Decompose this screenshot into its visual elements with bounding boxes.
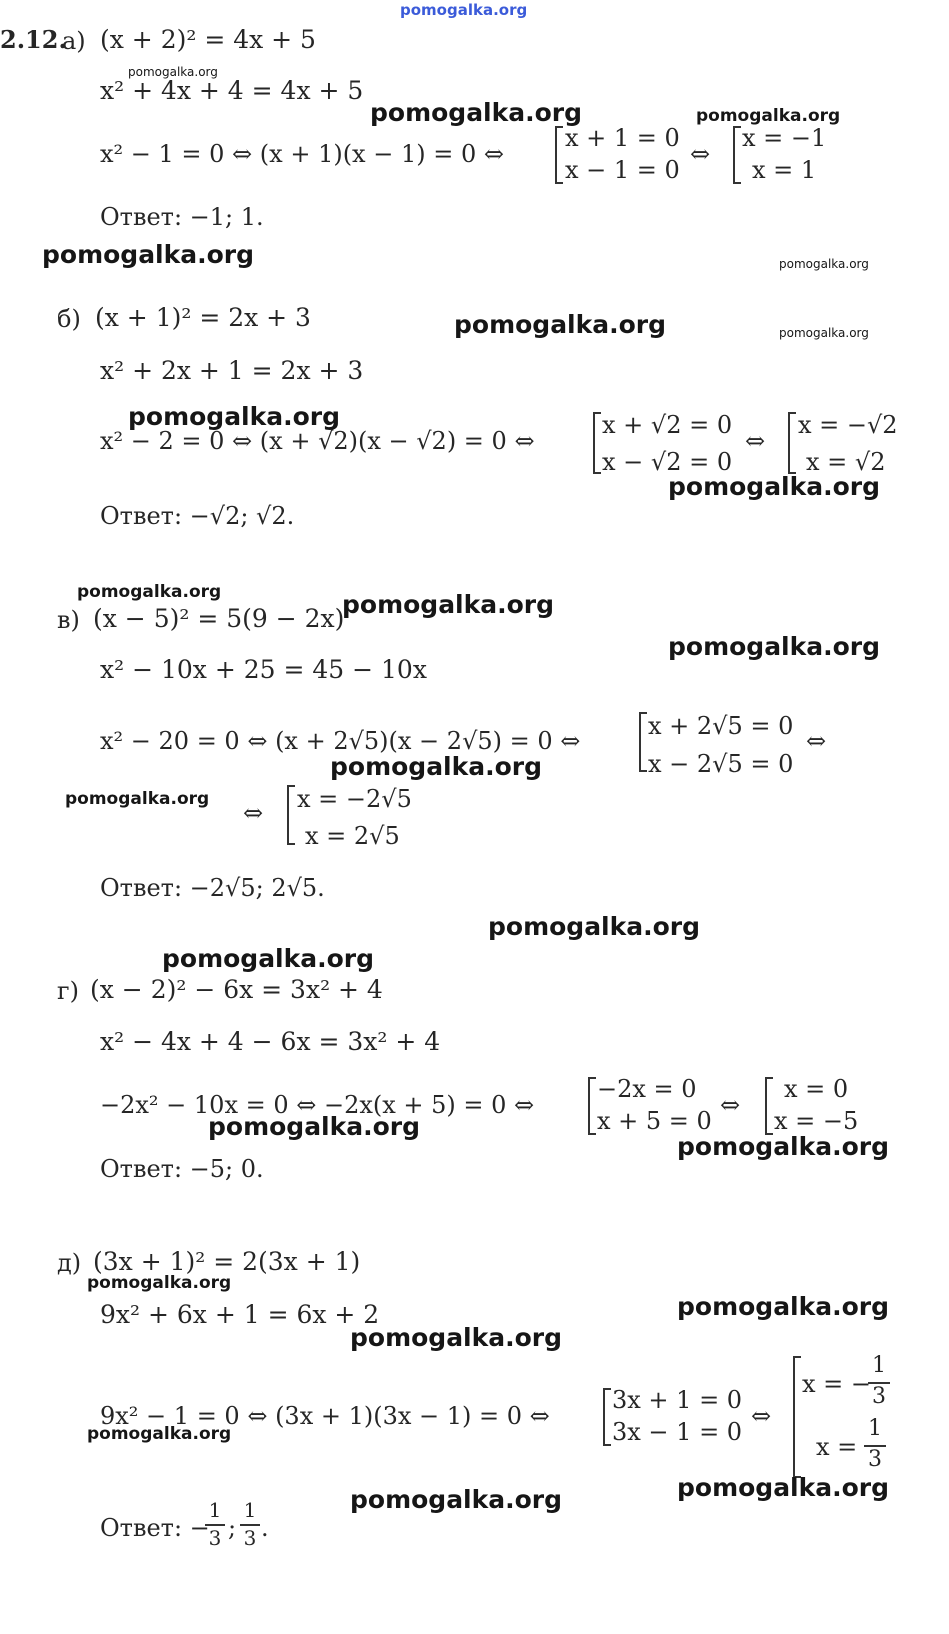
watermark: pomogalka.org (668, 472, 881, 501)
watermark: pomogalka.org (779, 257, 869, 271)
fraction-denominator: 3 (208, 1526, 222, 1550)
part-b-system2-row2: x = √2 (806, 448, 886, 476)
part-g-equation: (x − 2)² − 6x = 3x² + 4 (90, 975, 383, 1004)
watermark: pomogalka.org (42, 240, 255, 269)
part-v-line1: x² − 10x + 25 = 45 − 10x (100, 655, 427, 684)
part-d-label: д) (57, 1249, 82, 1277)
watermark: pomogalka.org (87, 1424, 232, 1444)
part-b-answer: Ответ: −√2; √2. (100, 502, 295, 530)
part-d-answer-prefix: Ответ: − (100, 1514, 210, 1542)
part-a-system2-row1: x = −1 (742, 124, 827, 152)
part-v-system1-row2: x − 2√5 = 0 (648, 750, 794, 778)
fraction-numerator: 1 (868, 1416, 882, 1441)
part-b-system1-row2: x − √2 = 0 (602, 448, 733, 476)
part-d-equation: (3x + 1)² = 2(3x + 1) (93, 1247, 361, 1276)
part-b-line1: x² + 2x + 1 = 2x + 3 (100, 356, 364, 385)
part-v-system2-row1: x = −2√5 (297, 785, 412, 813)
iff-symbol: ⇔ (720, 1091, 741, 1119)
part-g-system2-row2: x = −5 (774, 1107, 859, 1135)
system-bracket (287, 785, 295, 845)
watermark: pomogalka.org (208, 1112, 421, 1141)
problem-number: 2.12. (0, 25, 67, 54)
fraction-denominator: 3 (868, 1447, 882, 1472)
part-g-system1-row1: −2x = 0 (597, 1075, 697, 1103)
part-g-system2-row1: x = 0 (784, 1075, 849, 1103)
fraction-denominator: 3 (872, 1384, 886, 1409)
system-bracket (555, 126, 563, 184)
part-b-equation: (x + 1)² = 2x + 3 (95, 303, 311, 332)
watermark: pomogalka.org (779, 326, 869, 340)
part-d-line1: 9x² + 6x + 1 = 6x + 2 (100, 1300, 380, 1329)
watermark: pomogalka.org (488, 912, 701, 941)
watermark: pomogalka.org (128, 65, 218, 79)
part-g-line2: −2x² − 10x = 0 ⇔ −2x(x + 5) = 0 ⇔ (100, 1091, 535, 1119)
part-b-label: б) (57, 305, 81, 333)
part-b-line2: x² − 2 = 0 ⇔ (x + √2)(x − √2) = 0 ⇔ (100, 427, 535, 455)
part-v-system2-row2: x = 2√5 (305, 822, 400, 850)
fraction-numerator: 1 (208, 1498, 222, 1522)
system-bracket (603, 1388, 611, 1446)
part-d-system2-row2-prefix: x = (816, 1433, 858, 1461)
watermark: pomogalka.org (696, 106, 841, 126)
part-a-system1-row2: x − 1 = 0 (565, 156, 680, 184)
fraction-numerator: 1 (872, 1353, 886, 1378)
watermark: pomogalka.org (677, 1292, 890, 1321)
watermark: pomogalka.org (677, 1132, 890, 1161)
part-v-answer: Ответ: −2√5; 2√5. (100, 874, 325, 902)
watermark: pomogalka.org (342, 590, 555, 619)
part-g-system1-row2: x + 5 = 0 (597, 1107, 712, 1135)
watermark: pomogalka.org (350, 1323, 563, 1352)
watermark-top: pomogalka.org (400, 1, 528, 19)
part-d-system1-row1: 3x + 1 = 0 (612, 1386, 743, 1414)
part-v-label: в) (57, 606, 80, 634)
watermark: pomogalka.org (128, 402, 341, 431)
part-g-label: г) (57, 977, 79, 1005)
iff-symbol: ⇔ (751, 1402, 772, 1430)
answer-separator: ; (228, 1514, 237, 1542)
fraction-numerator: 1 (243, 1498, 257, 1522)
watermark: pomogalka.org (350, 1485, 563, 1514)
watermark: pomogalka.org (162, 944, 375, 973)
part-a-line1: x² + 4x + 4 = 4x + 5 (100, 76, 364, 105)
part-b-system2-row1: x = −√2 (798, 411, 898, 439)
system-bracket (588, 1077, 596, 1135)
answer-period: . (261, 1514, 269, 1542)
iff-symbol: ⇔ (690, 140, 711, 168)
part-a-system1-row1: x + 1 = 0 (565, 124, 680, 152)
part-b-system1-row1: x + √2 = 0 (602, 411, 733, 439)
iff-symbol: ⇔ (806, 727, 827, 755)
watermark: pomogalka.org (370, 98, 583, 127)
fraction-denominator: 3 (243, 1526, 257, 1550)
part-d-system1-row2: 3x − 1 = 0 (612, 1418, 743, 1446)
system-bracket (733, 126, 741, 184)
part-d-line2: 9x² − 1 = 0 ⇔ (3x + 1)(3x − 1) = 0 ⇔ (100, 1402, 550, 1430)
watermark: pomogalka.org (330, 752, 543, 781)
watermark: pomogalka.org (77, 582, 222, 602)
part-a-answer: Ответ: −1; 1. (100, 203, 264, 231)
iff-symbol: ⇔ (243, 799, 264, 827)
watermark: pomogalka.org (454, 310, 667, 339)
part-g-line1: x² − 4x + 4 − 6x = 3x² + 4 (100, 1027, 441, 1056)
system-bracket (788, 412, 796, 474)
part-v-system1-row1: x + 2√5 = 0 (648, 712, 794, 740)
system-bracket (765, 1077, 773, 1135)
part-d-system2-row1-prefix: x = − (802, 1370, 872, 1398)
part-v-line2: x² − 20 = 0 ⇔ (x + 2√5)(x − 2√5) = 0 ⇔ (100, 727, 581, 755)
part-v-equation: (x − 5)² = 5(9 − 2x) (93, 604, 345, 633)
system-bracket (639, 712, 647, 772)
system-bracket (793, 1356, 801, 1478)
part-a-system2-row2: x = 1 (752, 156, 817, 184)
system-bracket (593, 412, 601, 474)
iff-symbol: ⇔ (745, 427, 766, 455)
watermark: pomogalka.org (668, 632, 881, 661)
watermark: pomogalka.org (677, 1473, 890, 1502)
watermark: pomogalka.org (87, 1273, 232, 1293)
part-a-equation: (x + 2)² = 4x + 5 (100, 25, 316, 54)
part-a-label: а) (62, 27, 86, 55)
part-a-line2: x² − 1 = 0 ⇔ (x + 1)(x − 1) = 0 ⇔ (100, 140, 504, 168)
watermark: pomogalka.org (65, 789, 210, 809)
part-g-answer: Ответ: −5; 0. (100, 1155, 264, 1183)
